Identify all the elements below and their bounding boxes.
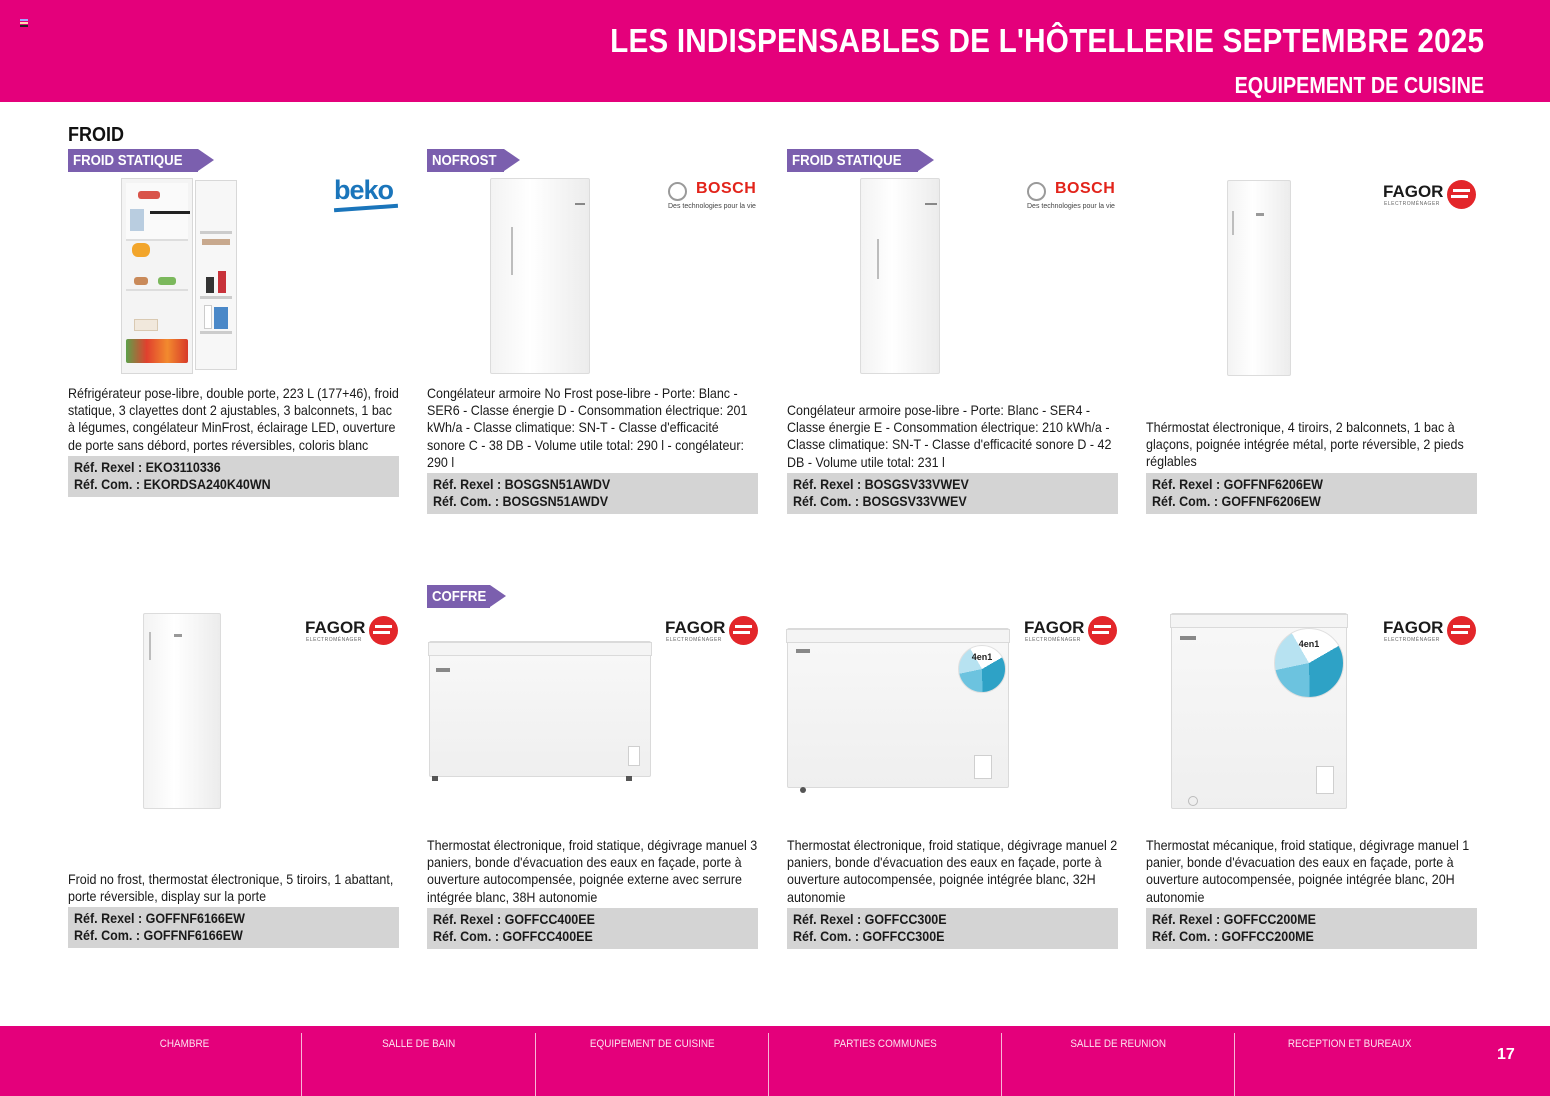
fagor-logo: FAGOR ELECTROMÉNAGER bbox=[665, 616, 759, 648]
ref-com: Réf. Com. : GOFFNF6166EW bbox=[74, 928, 243, 944]
product-references bbox=[427, 473, 758, 514]
footer-nav bbox=[0, 1026, 1550, 1096]
product-card bbox=[787, 837, 1118, 949]
ref-com: Réf. Com. : BOSGSV33VWEV bbox=[793, 493, 967, 509]
product-card bbox=[427, 837, 758, 949]
bosch-logo: BOSCH Des technologies pour la vie bbox=[1027, 180, 1116, 210]
ref-rexel: Réf. Rexel : BOSGSV33VWEV bbox=[793, 476, 969, 492]
fagor-logo: FAGOR ELECTROMÉNAGER bbox=[1024, 616, 1118, 648]
product-image-upright-freezer bbox=[490, 178, 590, 374]
bosch-logo: BOSCH Des technologies pour la vie bbox=[668, 180, 757, 210]
ref-rexel: Réf. Rexel : BOSGSN51AWDV bbox=[433, 477, 611, 493]
nav-equipement-de-cuisine[interactable]: EQUIPEMENT DE CUISINE bbox=[589, 1038, 715, 1050]
product-description: Thermostat électronique, froid statique, dégivrage manuel 3 paniers, bonde d'évacuation des eaux en façade, porte à ouverture autocompensée, poignée externe avec serrure intégrée blanc, 38H autonomie bbox=[427, 838, 758, 905]
product-card bbox=[1146, 837, 1477, 949]
ref-com: Réf. Com. : GOFFCC200ME bbox=[1152, 928, 1314, 944]
nav-salle-de-bain[interactable]: SALLE DE BAIN bbox=[381, 1038, 456, 1050]
product-description: Congélateur armoire No Frost pose-libre - Porte: Blanc - SER6 - Classe énergie D - Consommation électrique: 201 kWh/a - Classe climatique: SN-T - Classe d'efficacité sonore C - 38 DB - Volume utile total: 290 l - congélateur: 290 l bbox=[427, 386, 748, 470]
menu-icon[interactable] bbox=[20, 19, 28, 28]
tag-froid-statique: FROID STATIQUE bbox=[68, 149, 198, 172]
beko-logo: beko bbox=[334, 176, 400, 216]
product-image-chest-freezer bbox=[429, 641, 651, 777]
product-references bbox=[427, 908, 758, 949]
product-description: Congélateur armoire pose-libre - Porte: Blanc - SER4 - Classe énergie E - Consommation électrique: 210 kWh/a - Classe climatique: SN-T - Classe d'efficacité sonore D - 42 DB - Volume utile total: 231 l bbox=[787, 403, 1112, 470]
product-description: Thermostat mécanique, froid statique, dégivrage manuel 1 panier, bonde d'évacuation des eaux en façade, porte à ouverture autocompensée, poignée intégrée blanc, 20H autonomie bbox=[1146, 838, 1470, 905]
ref-rexel: Réf. Rexel : GOFFNF6166EW bbox=[74, 911, 245, 927]
nav-parties-communes[interactable]: PARTIES COMMUNES bbox=[833, 1038, 937, 1050]
ref-rexel: Réf. Rexel : EKO3110336 bbox=[74, 459, 221, 475]
nav-salle-de-reunion[interactable]: SALLE DE REUNION bbox=[1070, 1038, 1166, 1050]
product-description: Thérmostat électronique, 4 tiroirs, 2 balconnets, 1 bac à glaçons, poignée intégrée métal, porte réversible, 2 pieds réglables bbox=[1146, 420, 1464, 470]
page-header bbox=[0, 0, 1550, 102]
product-image-upright-freezer bbox=[860, 178, 940, 374]
product-card bbox=[68, 385, 399, 497]
ref-com: Réf. Com. : GOFFCC300E bbox=[793, 928, 945, 944]
product-description: Thermostat électronique, froid statique, dégivrage manuel 2 paniers, bonde d'évacuation des eaux en façade, porte à ouverture autocompensée, poignée intégrée blanc, 32H autonomie bbox=[787, 838, 1118, 905]
product-image-chest-freezer bbox=[1171, 613, 1347, 809]
product-references bbox=[1146, 908, 1477, 949]
page-title: LES INDISPENSABLES DE L'HÔTELLERIE SEPTEMBRE 2025 bbox=[609, 22, 1484, 59]
ref-rexel: Réf. Rexel : GOFFCC200ME bbox=[1152, 911, 1317, 927]
product-card bbox=[427, 385, 758, 514]
page-subtitle: EQUIPEMENT DE CUISINE bbox=[1234, 72, 1484, 98]
product-image-upright-freezer bbox=[143, 613, 221, 809]
ref-com: Réf. Com. : BOSGSN51AWDV bbox=[433, 494, 609, 510]
product-references bbox=[1146, 473, 1477, 514]
product-card bbox=[68, 871, 399, 948]
product-description: Réfrigérateur pose-libre, double porte, 223 L (177+46), froid statique, 3 clayettes dont 2 ajustables, 3 balconnets, 1 bac à légumes, congélateur MinFrost, éclairage LED, ouverture de porte sans débord, portes réversibles, coloris blanc bbox=[68, 386, 399, 453]
fagor-logo: FAGOR ELECTROMÉNAGER bbox=[1383, 616, 1477, 648]
fagor-logo: FAGOR ELECTROMÉNAGER bbox=[305, 616, 399, 648]
product-card bbox=[1146, 419, 1477, 514]
product-references bbox=[68, 907, 399, 948]
ref-com: Réf. Com. : GOFFNF6206EW bbox=[1152, 493, 1321, 509]
product-references bbox=[787, 473, 1118, 514]
fagor-logo: FAGOR ELECTROMÉNAGER bbox=[1383, 180, 1477, 212]
4-in-1-badge: 4en1 bbox=[958, 645, 1006, 693]
product-card bbox=[787, 402, 1118, 514]
nav-chambre[interactable]: CHAMBRE bbox=[159, 1038, 210, 1050]
product-description: Froid no frost, thermostat électronique, 5 tiroirs, 1 abattant, porte réversible, display sur la porte bbox=[68, 872, 394, 905]
tag-coffre: COFFRE bbox=[427, 585, 490, 608]
section-title: FROID bbox=[68, 124, 124, 146]
4-in-1-badge: 4en1 bbox=[1274, 628, 1344, 698]
product-image-refrigerator bbox=[121, 178, 239, 374]
tag-nofrost: NOFROST bbox=[427, 149, 504, 172]
ref-com: Réf. Com. : EKORDSA240K40WN bbox=[74, 476, 271, 492]
ref-rexel: Réf. Rexel : GOFFNF6206EW bbox=[1152, 476, 1323, 492]
product-image-upright-freezer bbox=[1227, 180, 1291, 376]
ref-com: Réf. Com. : GOFFCC400EE bbox=[433, 928, 593, 944]
nav-reception-et-bureaux[interactable]: RECEPTION ET BUREAUX bbox=[1288, 1038, 1412, 1050]
page-number: 17 bbox=[1497, 1046, 1515, 1063]
product-references bbox=[68, 456, 399, 497]
tag-froid-statique: FROID STATIQUE bbox=[787, 149, 918, 172]
ref-rexel: Réf. Rexel : GOFFCC300E bbox=[793, 911, 947, 927]
product-references bbox=[787, 908, 1118, 949]
ref-rexel: Réf. Rexel : GOFFCC400EE bbox=[433, 911, 595, 927]
product-image-chest-freezer bbox=[787, 628, 1009, 788]
